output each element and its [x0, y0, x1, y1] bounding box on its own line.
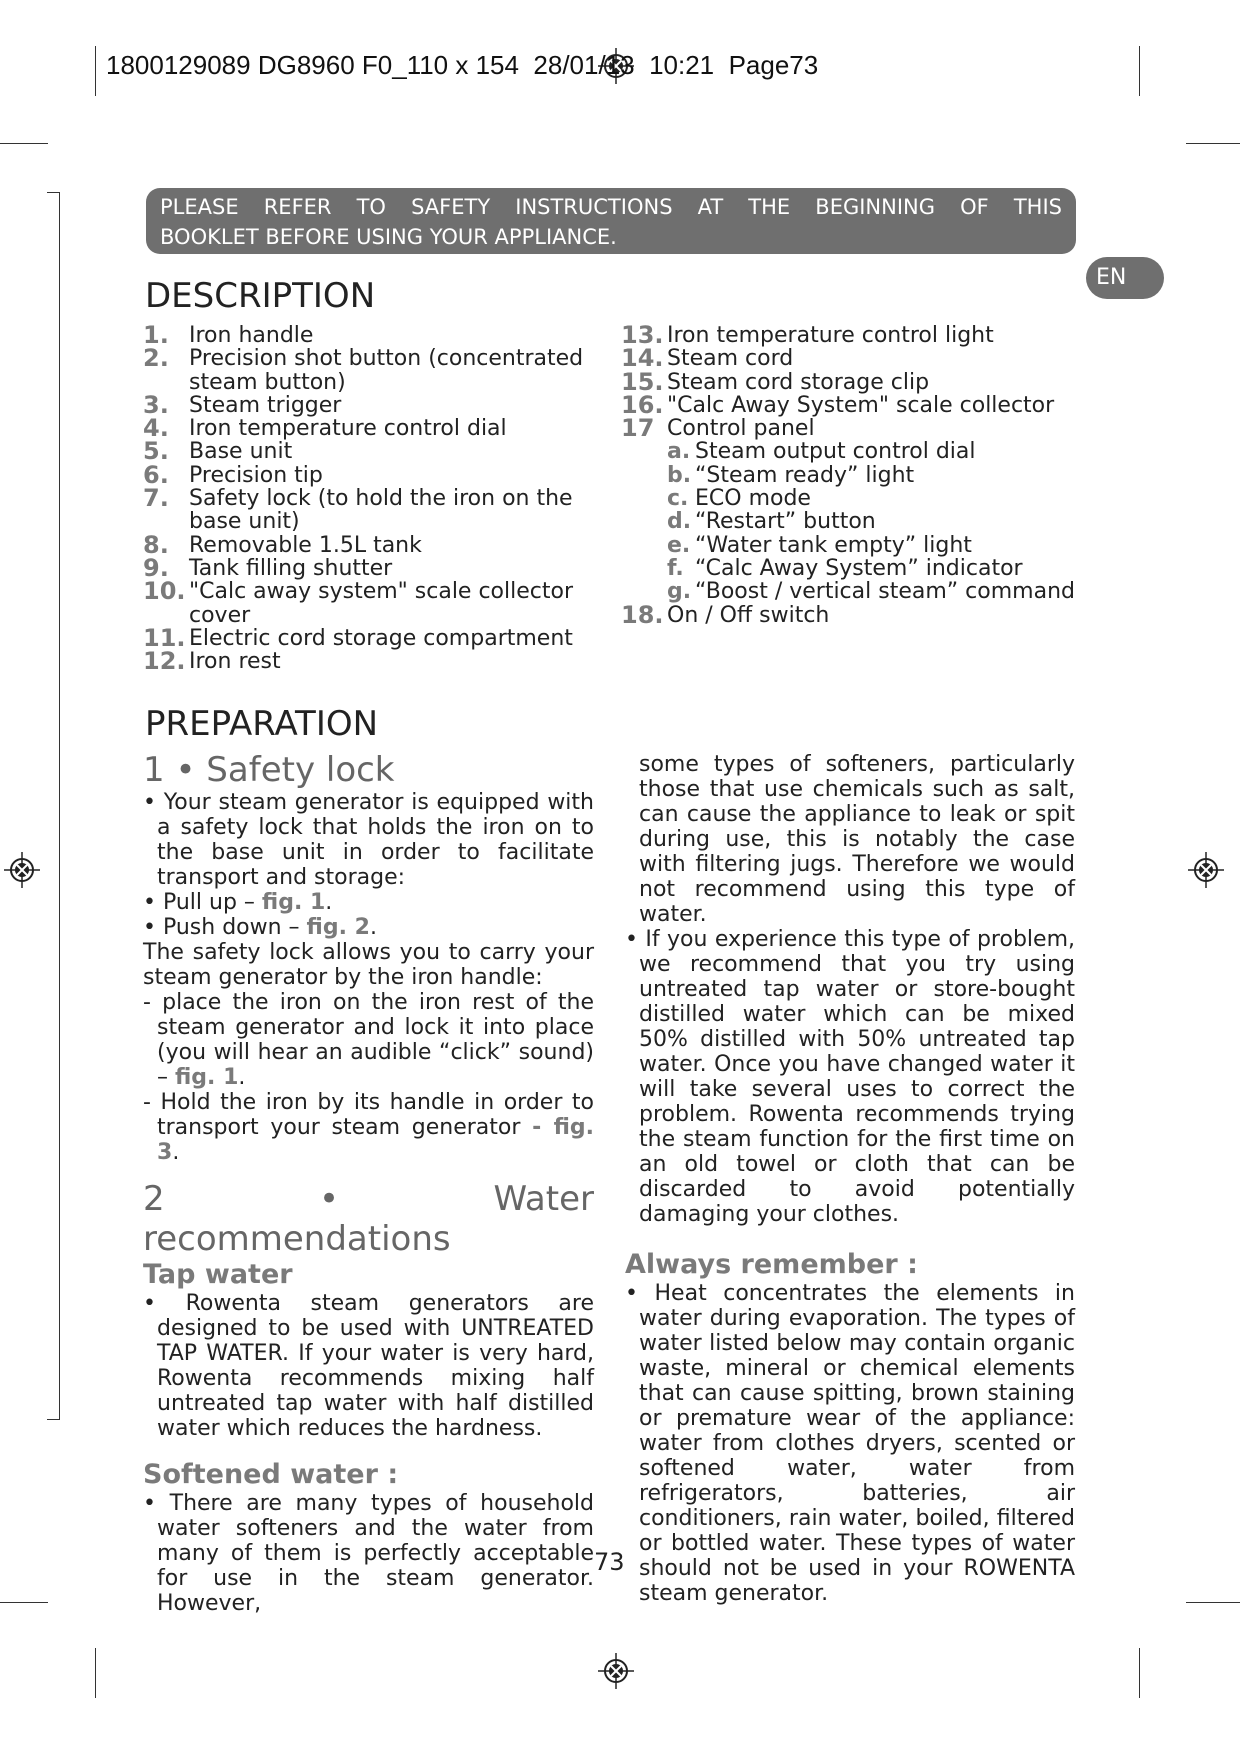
- print-slug: 1800129089 DG8960 F0_110 x 154 28/01/13 10:21 Page73: [106, 50, 819, 80]
- softened-water-bullet: • There are many types of household water softeners and the water from many of them is perfectly acceptable for use in the steam generator. However,: [143, 1491, 594, 1616]
- item-number: d.: [667, 509, 692, 535]
- list-item: [143, 460, 593, 489]
- crop-mark: [1186, 1602, 1240, 1603]
- item-number: 10.: [143, 577, 186, 606]
- item-text: Safety lock (to hold the iron on the base unit): [189, 486, 573, 535]
- banner-word: TO: [356, 195, 386, 219]
- fig-ref: fig. 1: [175, 1065, 239, 1090]
- banner-word: AT: [697, 195, 724, 219]
- banner-word: INSTRUCTIONS: [515, 195, 673, 219]
- banner-line-2: BOOKLET BEFORE USING YOUR APPLIANCE.: [160, 225, 617, 249]
- list-item: [143, 344, 593, 395]
- list-item: [621, 600, 1081, 629]
- item-number: 9.: [143, 553, 169, 582]
- list-item: [621, 367, 1081, 396]
- item-number: 2.: [143, 344, 169, 373]
- push-down-item: • Push down – fig. 2.: [143, 915, 377, 940]
- always-remember-heading: Always remember :: [625, 1249, 918, 1280]
- list-item: [621, 390, 1081, 419]
- item-number: 14.: [621, 344, 664, 373]
- item-text: Precision tip: [189, 462, 323, 488]
- item-text: "Calc away system" scale collector cover: [189, 579, 574, 628]
- crop-mark: [1186, 143, 1240, 144]
- problem-bullet: • If you experience this type of problem, we recommend that you try using untreated tap water or store-bought distilled water which can be mixed 50% distilled with 50% untreated tap water. Once you have changed water it will take several uses to correct the problem. Rowenta recommends trying the steam function for the first time on an old towel or cloth that can be discarded to avoid potentially damaging your clothes.: [625, 927, 1075, 1227]
- item-text: Tank filling shutter: [189, 555, 393, 581]
- banner-line-1: [160, 192, 1062, 222]
- description-list-left: [143, 321, 593, 676]
- pull-up-item: • Pull up – fig. 1.: [143, 890, 333, 915]
- item-number: 12.: [143, 647, 186, 676]
- item-text: “Calc Away System” indicator: [695, 555, 1023, 581]
- list-item: [621, 534, 1081, 557]
- list-item: [621, 580, 1081, 603]
- item-number: 7.: [143, 484, 169, 513]
- item-number: 11.: [143, 623, 186, 652]
- item-text: On / Off switch: [667, 602, 830, 628]
- dash-item: - place the iron on the iron rest of the steam generator and lock it into place (you will hear an audible “click” sound) – fig. 1.: [143, 990, 594, 1090]
- safety-bullet: • Your steam generator is equipped with a safety lock that holds the iron on to the base unit in order to facilitate transport and storage:: [143, 790, 594, 890]
- list-item: [621, 440, 1081, 463]
- description-title: DESCRIPTION: [145, 276, 376, 316]
- crop-mark: [0, 143, 48, 144]
- pull-up-text: • Pull up –: [143, 890, 262, 915]
- page-number: 73: [594, 1548, 625, 1576]
- list-item: [143, 437, 593, 466]
- item-number: c.: [667, 486, 689, 512]
- fig-ref: - fig. 3: [157, 1115, 595, 1165]
- registration-mark-icon: [598, 1653, 634, 1689]
- list-item: [143, 414, 593, 443]
- item-text: Iron handle: [189, 323, 314, 348]
- item-text: “Steam ready” light: [695, 462, 915, 488]
- list-item: [143, 321, 593, 349]
- crop-mark: [95, 46, 96, 96]
- item-number: 13.: [621, 321, 664, 349]
- list-item: [143, 553, 593, 582]
- item-text: Steam trigger: [189, 392, 342, 418]
- list-item: [143, 390, 593, 419]
- item-text: Steam output control dial: [695, 439, 976, 465]
- item-number: 15.: [621, 367, 664, 396]
- registration-mark-icon: [1188, 852, 1224, 888]
- crop-mark: [1139, 46, 1140, 96]
- item-text: Precision shot button (concentrated steam button): [189, 346, 584, 395]
- description-list-right: [621, 321, 1081, 629]
- list-item: [621, 414, 1081, 443]
- push-down-text: • Push down –: [143, 915, 307, 940]
- dash-item: - Hold the iron by its handle in order to transport your steam generator - fig. 3.: [143, 1090, 595, 1165]
- item-text: Electric cord storage compartment: [189, 625, 573, 651]
- item-text: “Water tank empty” light: [695, 532, 972, 558]
- item-text: “Boost / vertical steam” command: [695, 579, 1075, 605]
- item-text: ECO mode: [695, 486, 811, 512]
- margin-bracket: [47, 192, 60, 1420]
- item-number: 4.: [143, 414, 169, 443]
- banner-word: THE: [748, 195, 791, 219]
- list-item: [143, 484, 593, 535]
- item-text: Iron temperature control light: [667, 323, 994, 348]
- item-text: Iron temperature control dial: [189, 416, 507, 442]
- item-number: 5.: [143, 437, 169, 466]
- always-remember-bullet: • Heat concentrates the elements in water during evaporation. The types of water listed below may contain organic waste, mineral or chemical elements that can cause spitting, brown staining or premature wear of the appliance: water from clothes dryers, scented or softened water, water from refrigerators, batteries, air conditioners, rain water, boiled, filtered or bottled water. These types of water should not be used in your ROWENTA steam generator.: [625, 1281, 1075, 1606]
- list-item: [621, 344, 1081, 373]
- left-column: [143, 750, 594, 1616]
- item-text: "Calc Away System" scale collector: [667, 392, 1055, 418]
- item-number: 3.: [143, 390, 169, 419]
- list-item: [143, 623, 593, 652]
- list-item: [143, 647, 593, 676]
- softened-water-heading: Softened water :: [143, 1459, 399, 1490]
- banner-word: OF: [960, 195, 989, 219]
- safety-banner: [146, 188, 1076, 254]
- dash-text: - Hold the iron by its handle in order to transport your steam generator: [143, 1090, 594, 1140]
- list-item: [621, 464, 1081, 487]
- item-number: f.: [667, 555, 684, 581]
- dash-text: - place the iron on the iron rest of the steam generator and lock it into place (you will hear an audible “click” sound) –: [143, 990, 594, 1090]
- banner-word: SAFETY: [411, 195, 491, 219]
- item-number: b.: [667, 462, 692, 488]
- registration-mark-icon: [4, 852, 40, 888]
- water-heading: 2 • Water recommendations: [143, 1179, 594, 1259]
- right-column: [625, 752, 1075, 1606]
- item-text: Base unit: [189, 439, 293, 465]
- item-number: 17: [621, 414, 655, 443]
- item-text: Iron rest: [189, 649, 281, 675]
- softened-continuation: some types of softeners, particularly those that use chemicals such as salt, can cause the appliance to leak or spit during use, this is notably the case with filtering jugs. Therefore we would not recommend using this type of water.: [639, 752, 1075, 927]
- crop-mark: [95, 1648, 96, 1698]
- item-number: 18.: [621, 600, 664, 629]
- item-number: g.: [667, 579, 692, 605]
- list-item: [621, 321, 1081, 349]
- safety-paragraph: The safety lock allows you to carry your steam generator by the iron handle:: [143, 940, 594, 990]
- list-item: [143, 577, 593, 628]
- item-number: 8.: [143, 530, 169, 559]
- item-text: Control panel: [667, 416, 815, 442]
- banner-word: PLEASE: [160, 195, 239, 219]
- banner-word: REFER: [263, 195, 332, 219]
- item-number: 1.: [143, 321, 169, 349]
- item-text: Removable 1.5L tank: [189, 532, 422, 558]
- tap-water-heading: Tap water: [143, 1259, 293, 1290]
- preparation-title: PREPARATION: [145, 704, 379, 744]
- item-text: “Restart” button: [695, 509, 876, 535]
- banner-word: BEGINNING: [815, 195, 936, 219]
- banner-word: THIS: [1013, 195, 1062, 219]
- item-number: 6.: [143, 460, 169, 489]
- item-text: Steam cord: [667, 346, 794, 372]
- fig-ref: fig. 2: [306, 915, 370, 940]
- crop-mark: [1139, 1648, 1140, 1698]
- crop-mark: [0, 1602, 48, 1603]
- list-item: [621, 510, 1081, 533]
- safety-lock-heading: 1 • Safety lock: [143, 750, 395, 790]
- list-item: [621, 557, 1081, 580]
- language-tab: EN: [1086, 257, 1164, 299]
- item-number: 16.: [621, 390, 664, 419]
- list-item: [143, 530, 593, 559]
- list-item: [621, 487, 1081, 510]
- fig-ref: fig. 1: [261, 890, 326, 915]
- item-number: e.: [667, 532, 691, 558]
- item-number: a.: [667, 439, 691, 465]
- item-text: Steam cord storage clip: [667, 369, 930, 395]
- tap-water-bullet: • Rowenta steam generators are designed to be used with UNTREATED TAP WATER. If your water is very hard, Rowenta recommends mixing half untreated tap water with half distilled water which reduces the hardness.: [143, 1291, 594, 1441]
